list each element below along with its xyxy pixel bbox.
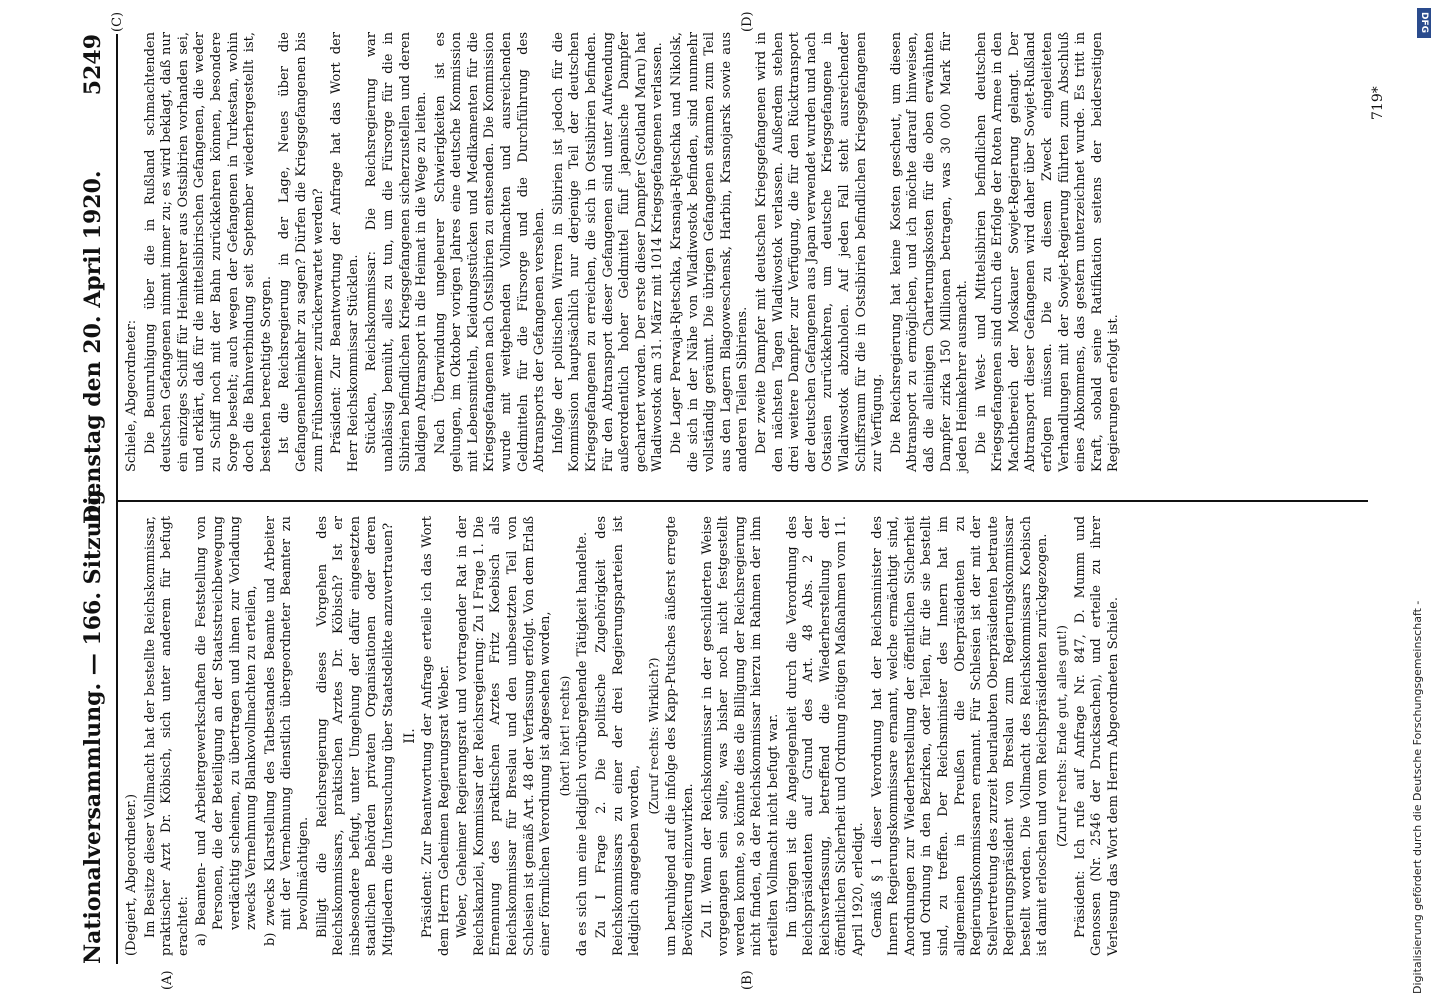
speaker-line: Schiele, Abgeordneter: bbox=[124, 319, 139, 472]
right-column bbox=[124, 32, 1125, 472]
paragraph: Die Reichsregierung hat keine Kosten gescheut, um diesen Abtransport zu ermöglichen, und ich möchte darauf hinweisen, daß die alleinigen Charterungskosten für die oben erwähnten Dampfer zirka 150 Millionen betragen, was 30 000 Mark für jeden Heimkehrer ausmacht. bbox=[888, 32, 971, 472]
list-item-a: a) Beamten- und Arbeitergewerkschaften die Feststellung von Personen, die der Beteiligung an der Staatsstreichbewegung verdächtig scheinen, zu übertragen und ihnen zur Vorladung zwecks Vernehmung Blankovollmachten zu erteilen, bbox=[194, 516, 260, 946]
section-roman-numeral: II. bbox=[401, 728, 418, 744]
page-number: 5249 bbox=[80, 34, 106, 96]
paragraph: Präsident: Zur Beantwortung der Anfrage hat das Wort der Herr Reichskommissar Stücklen. bbox=[329, 32, 361, 472]
column-divider bbox=[118, 500, 1368, 502]
paragraph: da es sich um eine lediglich vorübergehende Tätigkeit handelte. bbox=[575, 531, 591, 956]
paragraph: Infolge der politischen Wirren in Sibirien ist jedoch für die Kommission hauptsächlich nur derjenige Teil der deutschen Kriegsgefangenen zu erreichen, die sich in Ostsibirien befinden. Für den Abtransport dieser Gefangenen sind unter Aufwendung außerordentlich hoher Geldmittel fünf japanische Dampfer gechartert worden. Der erste dieser Dampfer (Scotland Maru) hat Wladiwostok am 31. März mit 1014 Kriegsgefangenen verlassen. bbox=[550, 32, 666, 472]
header-date: Dienstag den 20. April 1920. bbox=[80, 170, 106, 524]
interjection: (Zuruf rechts: Wirklich?) bbox=[645, 657, 661, 815]
paragraph: Im Besitze dieser Vollmacht hat der bestellte Reichskommissar, praktischer Arzt Dr. Köbisch, sich unter anderem für befugt erachtet: bbox=[142, 516, 191, 956]
paragraph: Im übrigen ist die Angelegenheit durch die Verordnung des Reichspräsidenten auf Grund des Art. 48 Abs. 2 der Reichsverfassung, betreffend die Wiederherstellung der öffentlichen Sicherheit und Ordnung nötigen Maßnahmen vom 11. April 1920, erledigt. bbox=[784, 516, 866, 956]
dfg-credit-text: Digitalisierung gefördert durch die Deutsche Forschungsgemeinschaft - bbox=[1411, 600, 1424, 994]
paragraph: Die in West- und Mittelsibirien befindlichen deutschen Kriegsgefangenen sind durch die Erfolge der Roten Armee in den Machtbereich der Moskauer Sowjet-Regierung gelangt. Der Abtransport dieser Gefangenen wird daher über Sowjet-Rußland erfolgen müssen. Die zu diesem Zweck eingeleiteten Verhandlungen mit der Sowjet-Regierung führten zum Abschluß eines Abkommens, das gestern unterzeichnet wurde. Es tritt in Kraft, sobald seine Ratifikation seitens der beiderseitigen Regierungen erfolgt ist. bbox=[973, 32, 1122, 472]
paragraph: Zu II. Wenn der Reichskommissar in der geschilderten Weise vorgegangen sein sollte, was bisher noch nicht festgestellt werden konnte, so könnte dies die Billigung der Reichsregierung nicht finden, da der Reichskommissar hierzu im Rahmen der ihm erteilten Vollmacht nicht befugt war. bbox=[699, 516, 781, 956]
paragraph: Gemäß § 1 dieser Verordnung hat der Reichsminister des Innern Regierungskommissare ernannt, welche ermächtigt sind, Anordnungen zur Wiederherstellung der öffentlichen Sicherheit und Ordnung in den Bezirken, oder Teilen, für die sie bestellt sind, zu treffen. Der Reichsminister des Innern hat im allgemeinen in Preußen die Oberpräsidenten zu Regierungskommissaren ernannt. Für Schlesien ist der mit der Stellvertretung des zurzeit beurlaubten Oberpräsidenten betraute Regierungspräsident von Breslau zum Regierungskommissar bestellt worden. Die Vollmacht des Reichskommissars Koebisch ist damit erloschen und vom Reichspräsidenten zurückgezogen. bbox=[869, 516, 1051, 956]
margin-mark-d: (D) bbox=[740, 11, 755, 32]
paragraph: Der zweite Dampfer mit deutschen Kriegsgefangenen wird in den nächsten Tagen Wladiwostok verlassen. Außerdem stehen drei weitere Dampfer zur Verfügung, die für den Rücktransport der deutschen Gefangenen aus Japan verwendet wurden und nach Ostasien zurückkehren, um deutsche Kriegsgefangene in Wladiwostok abzuholen. Auf jeden Fall steht ausreichender Schiffsraum für die in Ostsibirien befindlichen Kriegsgefangenen zur Verfügung. bbox=[753, 32, 886, 472]
paragraph: Weber, Geheimer Regierungsrat und vortragender Rat in der Reichskanzlei, Kommissar der Reichsregierung: Zu I Frage 1. Die Ernennung des praktischen Arztes Fritz Koebisch als Reichskommissar für Breslau und den unbesetzten Teil von Schlesien ist gemäß Art. 48 der Verfassung erfolgt. Von dem Erlaß einer förmlichen Verordnung ist abgesehen worden, bbox=[455, 516, 554, 956]
margin-mark-a: (A) bbox=[160, 970, 175, 990]
interjection: (Zuruf rechts: Ende gut, alles gut!) bbox=[1054, 624, 1070, 848]
paragraph: Die Beunruhigung über die in Rußland schmachtenden deutschen Gefangenen nimmt immer zu; es wird beklagt, daß nur ein einziges Schiff für Heimkehrer aus Ostsibirien vorhanden sei, und erklärt, daß für die mittelsibirischen Gefangenen, die weder zu Schiff noch mit der Bahn zurückkehren können, besondere Sorge besteht; auch wegen der Gefangenen in Turkestan, wohin doch die Bahnverbindung seit September wiederhergestellt ist, bestehen berechtigte Sorgen. bbox=[142, 32, 274, 472]
dfg-logo: DFG bbox=[1417, 8, 1431, 38]
paragraph: Ist die Reichsregierung in der Lage, Neues über die Gefangenenheimkehr zu sagen? Dürfen die Kriegsgefangenen bis zum Frühsommer zurückerwartet werden? bbox=[277, 32, 326, 472]
margin-mark-b: (B) bbox=[740, 970, 755, 990]
margin-mark-c: (C) bbox=[110, 11, 125, 32]
paragraph: Stücklen, Reichskommissar: Die Reichsregierung war unablässig bemüht, alles zu tun, um die Fürsorge für die in Sibirien befindlichen Kriegsgefangenen sicherzustellen und deren baldigen Abtransport in die Heimat in die Wege zu leiten. bbox=[364, 32, 430, 472]
running-header bbox=[80, 34, 114, 964]
paragraph: Zu I Frage 2. Die politische Zugehörigkeit des Reichskommissars zu einer der drei Regierungsparteien ist lediglich angegeben worden, bbox=[594, 516, 643, 956]
paragraph: Präsident: Ich rufe auf Anfrage Nr. 847, D. Mumm und Genossen (Nr. 2546 der Drucksachen), und erteile zu ihrer Verlesung das Wort dem Herrn Abgeordneten Schiele. bbox=[1072, 516, 1121, 956]
signature-mark: 719* bbox=[1370, 86, 1386, 120]
header-left: Nationalversammlung. — 166. Sitzung. bbox=[80, 482, 106, 964]
paragraph: Billigt die Reichsregierung dieses Vorgehen des Reichskommissars, praktischen Arztes Dr. Köbisch? Ist er insbesondere befugt, unter Umgehung der dafür eingesetzten staatlichen Behörden privaten Organisationen oder deren Mitgliedern die Untersuchung über Staatsdelikte anzuvertrauen? bbox=[314, 516, 396, 956]
left-column bbox=[124, 516, 1124, 956]
interjection: (hört! hört! rechts) bbox=[556, 675, 572, 797]
header-rule bbox=[116, 34, 118, 964]
paragraph: Nach Überwindung ungeheurer Schwierigkeiten ist es gelungen, im Oktober vorigen Jahres eine deutsche Kommission mit Lebensmitteln, Kleidungsstücken und Medikamenten für die Kriegsgefangenen nach Ostsibirien zu entsenden. Die Kommission wurde mit weitgehenden Vollmachten und ausreichenden Geldmitteln für die Fürsorge und die Durchführung des Abtransports der Gefangenen versehen. bbox=[432, 32, 548, 472]
paragraph: um beruhigend auf die infolge des Kapp-Putsches äußerst erregte Bevölkerung einzuwirken. bbox=[664, 516, 696, 956]
paragraph: Die Lager Perwaja-Rjetschka, Krasnaja-Rjetschka und Nikolsk, die sich in der Nähe von Wladiwostok befinden, sind nunmehr vollständig geräumt. Die übrigen Gefangenen stammen zum Teil aus den Lagern Blagoweschensk, Harbin, Krasnojarsk sowie aus anderen Teilen Sibiriens. bbox=[669, 32, 751, 472]
paragraph: Präsident: Zur Beantwortung der Anfrage erteile ich das Wort dem Herrn Geheimen Regierungsrat Weber. bbox=[420, 516, 452, 956]
speaker-line: (Degiert, Abgeordneter.) bbox=[124, 793, 139, 956]
list-item-b: b) zwecks Klarstellung des Tatbestandes Beamte und Arbeiter mit der Vernehmung dienstlich übergeordneter Beamter zu bevollmächtigen. bbox=[262, 516, 311, 946]
